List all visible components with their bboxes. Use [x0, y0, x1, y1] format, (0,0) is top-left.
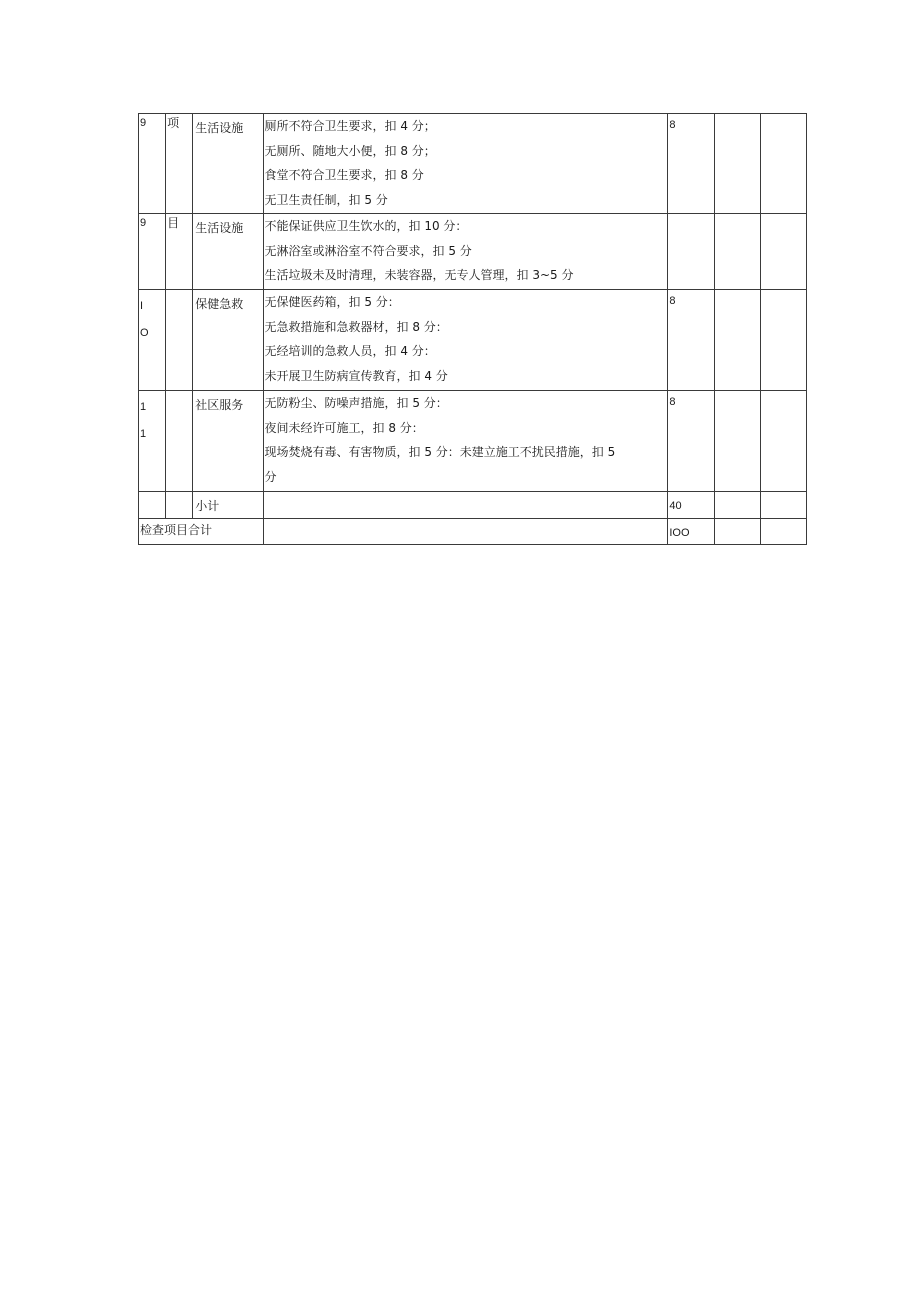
score-cell	[668, 290, 714, 391]
standards-cell	[263, 214, 668, 290]
standard-line: 无经培训的急救人员，扣 4 分：	[264, 344, 436, 358]
row-number-cell	[139, 214, 166, 290]
item-cell	[193, 214, 263, 290]
standard-line: 无卫生责任制，扣 5 分	[264, 192, 388, 207]
actual-score-cell	[760, 391, 806, 492]
category-label: 目	[167, 216, 180, 230]
deducted-cell	[714, 114, 760, 214]
inspection-table-sheet	[138, 113, 807, 545]
standard-line: 食堂不符合卫生要求，扣 8 分	[264, 168, 424, 182]
inspection-table	[138, 113, 807, 545]
actual-score-cell	[760, 519, 806, 545]
subtotal-row	[139, 492, 807, 519]
standards-cell	[263, 290, 668, 391]
deducted-cell	[714, 391, 760, 492]
standards-cell	[263, 519, 668, 545]
standard-line: 无保健医药箱，扣 5 分：	[264, 295, 400, 309]
row-number-part: O	[140, 327, 149, 339]
table-row	[139, 290, 807, 391]
standard-line: 厕所不符合卫生要求，扣 4 分；	[264, 119, 436, 133]
subtotal-label-cell	[193, 492, 263, 519]
actual-score-cell	[760, 214, 806, 290]
deducted-cell	[714, 492, 760, 519]
table-row	[139, 214, 807, 290]
subtotal-score-cell	[668, 492, 714, 519]
row-number: 9	[140, 117, 147, 129]
category-cell	[166, 391, 193, 492]
item-cell	[193, 290, 263, 391]
total-score-cell	[668, 519, 714, 545]
deducted-cell	[714, 214, 760, 290]
row-number-part: 1	[140, 401, 147, 413]
score-cell	[668, 391, 714, 492]
standard-line: 无厕所、随地大小便，扣 8 分；	[264, 143, 436, 158]
standard-line: 现场焚烧有毒、有害物质，扣 5 分：未建立施工不扰民措施，扣 5	[264, 445, 616, 459]
standard-line: 分	[264, 469, 277, 484]
standard-line: 未开展卫生防病宣传教育，扣 4 分	[264, 368, 448, 383]
actual-score-cell	[760, 492, 806, 519]
score-value: 8	[669, 396, 676, 408]
standard-line: 不能保证供应卫生饮水的，扣 10 分：	[264, 219, 468, 233]
standards-cell	[263, 114, 668, 214]
row-number-cell	[139, 114, 166, 214]
category-label: 项	[167, 116, 180, 130]
standard-line: 夜间未经许可施工，扣 8 分：	[264, 420, 424, 435]
category-cell	[166, 290, 193, 391]
category-cell	[166, 492, 193, 519]
total-label: 检查项目合计	[140, 523, 213, 537]
deducted-cell	[714, 519, 760, 545]
item-cell	[193, 391, 263, 492]
table-row	[139, 391, 807, 492]
subtotal-label: 小计	[195, 499, 220, 513]
actual-score-cell	[760, 114, 806, 214]
category-cell	[166, 214, 193, 290]
item-label: 保健急救	[195, 297, 244, 311]
row-number-part: 1	[140, 428, 147, 440]
total-row	[139, 519, 807, 545]
standard-line: 生活垃圾未及时清理，未装容器，无专人管理，扣 3~5 分	[264, 268, 574, 282]
score-value: 8	[669, 119, 676, 131]
table-row	[139, 114, 807, 214]
row-number-part: I	[140, 300, 144, 312]
row-number-cell	[139, 391, 166, 492]
standards-cell	[263, 492, 668, 519]
score-value: 8	[669, 295, 676, 307]
actual-score-cell	[760, 290, 806, 391]
item-label: 社区服务	[195, 398, 244, 412]
total-label-cell	[139, 519, 264, 545]
row-number: 9	[140, 217, 147, 229]
total-score: IOO	[669, 527, 690, 539]
item-label: 生活设施	[195, 221, 244, 235]
standard-line: 无防粉尘、防噪声措施，扣 5 分：	[264, 396, 448, 410]
deducted-cell	[714, 290, 760, 391]
item-cell	[193, 114, 263, 214]
row-number-cell	[139, 290, 166, 391]
standards-cell	[263, 391, 668, 492]
score-cell	[668, 214, 714, 290]
standard-line: 无淋浴室或淋浴室不符合要求，扣 5 分	[264, 243, 472, 258]
item-label: 生活设施	[195, 121, 244, 135]
row-number-cell	[139, 492, 166, 519]
score-cell	[668, 114, 714, 214]
subtotal-score: 40	[669, 500, 682, 512]
category-cell	[166, 114, 193, 214]
standard-line: 无急救措施和急救器材，扣 8 分：	[264, 319, 448, 334]
